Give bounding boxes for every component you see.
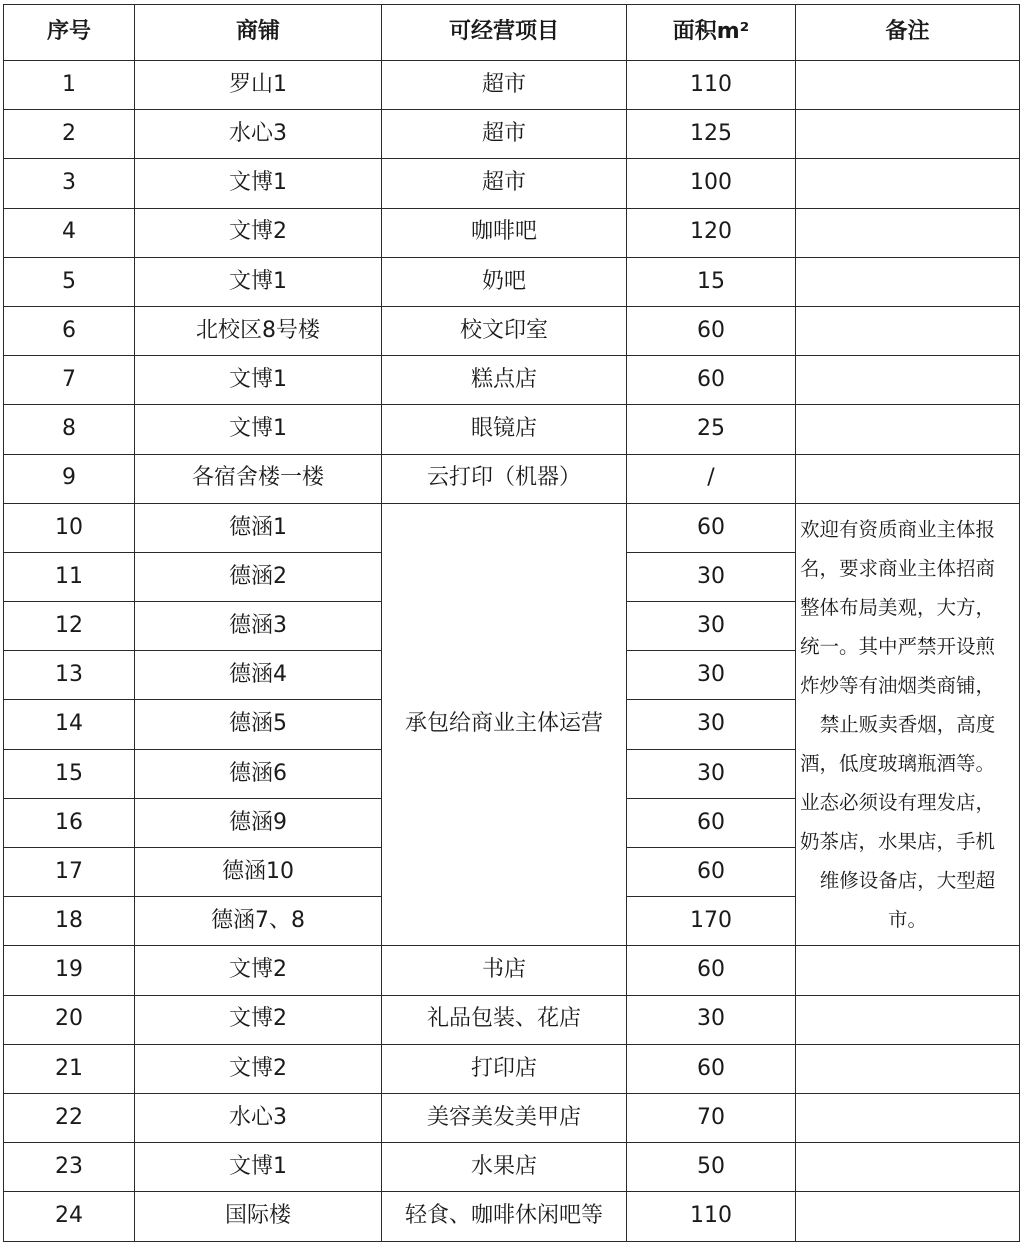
cell-area: 100 (627, 159, 796, 208)
cell-remark (796, 306, 1020, 355)
cell-business: 超市 (382, 159, 627, 208)
cell-remark (796, 110, 1020, 159)
cell-shop: 文博1 (135, 257, 382, 306)
cell-no: 3 (4, 159, 135, 208)
cell-no: 17 (4, 848, 135, 897)
cell-area: 60 (627, 356, 796, 405)
cell-shop: 德涵7、8 (135, 897, 382, 946)
cell-remark-merged (796, 503, 1020, 946)
header-business: 可经营项目 (382, 5, 627, 61)
cell-shop: 德涵10 (135, 848, 382, 897)
table-row (4, 306, 1020, 355)
cell-shop: 德涵4 (135, 651, 382, 700)
cell-no: 20 (4, 995, 135, 1044)
cell-business: 轻食、咖啡休闲吧等 (382, 1192, 627, 1241)
cell-shop: 德涵3 (135, 602, 382, 651)
cell-shop: 文博2 (135, 995, 382, 1044)
remark-line: 整体布局美观，大方， (800, 596, 996, 620)
cell-area: 15 (627, 257, 796, 306)
cell-remark (796, 356, 1020, 405)
cell-remark (796, 159, 1020, 208)
cell-area: 110 (627, 61, 796, 110)
shop-table (3, 4, 1020, 1242)
remark-line: 炸炒等有油烟类商铺， (800, 674, 996, 698)
cell-area: 70 (627, 1093, 796, 1142)
cell-area: 30 (627, 995, 796, 1044)
cell-shop: 各宿舍楼一楼 (135, 454, 382, 503)
header-area: 面积m² (627, 5, 796, 61)
cell-shop: 文博2 (135, 1044, 382, 1093)
cell-remark (796, 1093, 1020, 1142)
cell-no: 5 (4, 257, 135, 306)
cell-no: 18 (4, 897, 135, 946)
cell-shop: 文博1 (135, 1143, 382, 1192)
cell-no: 12 (4, 602, 135, 651)
cell-shop: 文博1 (135, 159, 382, 208)
cell-area: 60 (627, 848, 796, 897)
cell-shop: 文博1 (135, 356, 382, 405)
cell-no: 15 (4, 749, 135, 798)
cell-no: 24 (4, 1192, 135, 1241)
cell-shop: 国际楼 (135, 1192, 382, 1241)
cell-shop: 德涵2 (135, 552, 382, 601)
cell-no: 10 (4, 503, 135, 552)
cell-area: 30 (627, 552, 796, 601)
remark-line: 维修设备店，大型超 (819, 869, 996, 893)
cell-business: 超市 (382, 61, 627, 110)
table-row (4, 1143, 1020, 1192)
cell-no: 14 (4, 700, 135, 749)
table-row (4, 405, 1020, 454)
cell-area: 110 (627, 1192, 796, 1241)
cell-no: 16 (4, 798, 135, 847)
cell-area: 50 (627, 1143, 796, 1192)
cell-area: 30 (627, 749, 796, 798)
cell-no: 19 (4, 946, 135, 995)
cell-business: 打印店 (382, 1044, 627, 1093)
remark-line: 统一。其中严禁开设煎 (800, 635, 996, 659)
remark-line: 禁止贩卖香烟，高度 (819, 713, 996, 737)
cell-area: 60 (627, 1044, 796, 1093)
cell-no: 22 (4, 1093, 135, 1142)
cell-no: 7 (4, 356, 135, 405)
cell-business: 书店 (382, 946, 627, 995)
cell-business: 眼镜店 (382, 405, 627, 454)
cell-remark (796, 405, 1020, 454)
cell-shop: 罗山1 (135, 61, 382, 110)
header-remark: 备注 (796, 5, 1020, 61)
cell-business: 校文印室 (382, 306, 627, 355)
table-row (4, 356, 1020, 405)
cell-no: 11 (4, 552, 135, 601)
table-row (4, 995, 1020, 1044)
cell-area: 60 (627, 798, 796, 847)
cell-remark (796, 454, 1020, 503)
header-no: 序号 (4, 5, 135, 61)
remark-line: 市。 (887, 908, 927, 932)
cell-no: 9 (4, 454, 135, 503)
remark-line: 奶茶店，水果店，手机 (800, 830, 996, 854)
cell-business: 超市 (382, 110, 627, 159)
cell-business: 礼品包装、花店 (382, 995, 627, 1044)
table-row (4, 1044, 1020, 1093)
cell-shop: 文博2 (135, 946, 382, 995)
cell-remark (796, 208, 1020, 257)
cell-shop: 德涵6 (135, 749, 382, 798)
cell-no: 6 (4, 306, 135, 355)
table-row (4, 503, 1020, 552)
cell-area: 30 (627, 602, 796, 651)
cell-area: 30 (627, 700, 796, 749)
cell-remark (796, 995, 1020, 1044)
cell-area: 120 (627, 208, 796, 257)
cell-business: 奶吧 (382, 257, 627, 306)
cell-area: 60 (627, 946, 796, 995)
cell-remark (796, 61, 1020, 110)
table-row (4, 454, 1020, 503)
remark-line: 名，要求商业主体招商 (800, 557, 996, 581)
remark-line: 业态必须设有理发店， (800, 791, 996, 815)
cell-business: 水果店 (382, 1143, 627, 1192)
cell-shop: 德涵5 (135, 700, 382, 749)
header-shop: 商铺 (135, 5, 382, 61)
table-wrapper (3, 4, 1020, 1242)
cell-remark (796, 946, 1020, 995)
cell-shop: 文博1 (135, 405, 382, 454)
table-row (4, 110, 1020, 159)
header-row (4, 5, 1020, 61)
remark-line: 欢迎有资质商业主体报 (800, 518, 996, 542)
cell-area: 60 (627, 306, 796, 355)
cell-no: 1 (4, 61, 135, 110)
cell-business-merged: 承包给商业主体运营 (382, 503, 627, 946)
table-row (4, 208, 1020, 257)
cell-shop: 北校区8号楼 (135, 306, 382, 355)
cell-no: 2 (4, 110, 135, 159)
cell-no: 4 (4, 208, 135, 257)
cell-remark (796, 1044, 1020, 1093)
table-row (4, 159, 1020, 208)
cell-shop: 水心3 (135, 1093, 382, 1142)
cell-area: 30 (627, 651, 796, 700)
cell-shop: 德涵1 (135, 503, 382, 552)
table-row (4, 61, 1020, 110)
cell-area: 25 (627, 405, 796, 454)
cell-no: 13 (4, 651, 135, 700)
table-row (4, 946, 1020, 995)
cell-area: 125 (627, 110, 796, 159)
cell-area: 170 (627, 897, 796, 946)
table-body (4, 61, 1020, 1242)
cell-remark (796, 257, 1020, 306)
cell-no: 23 (4, 1143, 135, 1192)
cell-business: 糕点店 (382, 356, 627, 405)
cell-shop: 水心3 (135, 110, 382, 159)
cell-remark (796, 1143, 1020, 1192)
cell-no: 21 (4, 1044, 135, 1093)
cell-shop: 德涵9 (135, 798, 382, 847)
cell-shop: 文博2 (135, 208, 382, 257)
cell-business: 咖啡吧 (382, 208, 627, 257)
cell-business: 美容美发美甲店 (382, 1093, 627, 1142)
table-row (4, 257, 1020, 306)
cell-area: 60 (627, 503, 796, 552)
remark-line: 酒，低度玻璃瓶酒等。 (800, 752, 996, 776)
cell-area: / (627, 454, 796, 503)
cell-business: 云打印（机器） (382, 454, 627, 503)
table-row (4, 1093, 1020, 1142)
cell-no: 8 (4, 405, 135, 454)
